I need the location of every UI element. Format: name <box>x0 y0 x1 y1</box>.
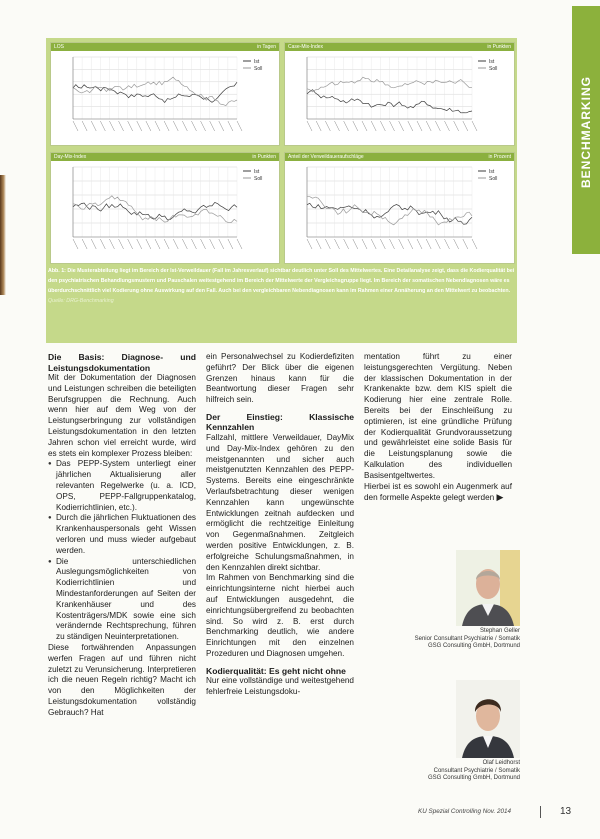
paragraph: mentation führt zu einer leistungsgerechten Vergütung. Neben der klassischen Dokumentation in der Krankenakte bzw. dem KIS spielt die Kodierung hier eine zentrale Rolle. Bereits bei der Einschleißung zu optimieren, ist eine gründliche Prüfung der Kodierqualität Grundvoraussetzung und gewährleistet eine solide Basis für die Leistungsplanung sowie die Kalkulation des individuellen Basisentgeltwertes. <box>364 352 512 480</box>
x-tick-mark <box>109 239 114 249</box>
person-portrait-icon <box>456 680 520 758</box>
x-tick-mark <box>371 121 376 131</box>
x-tick-mark <box>191 239 196 249</box>
legend-label: Ist <box>254 169 260 175</box>
x-tick-mark <box>201 239 206 249</box>
legend-label: Soll <box>254 176 263 182</box>
x-tick-mark <box>73 121 78 131</box>
caption-source: Quelle: DRG-Benchmarking <box>48 298 114 304</box>
x-tick-mark <box>316 239 321 249</box>
x-tick-mark <box>445 239 450 249</box>
x-tick-mark <box>173 121 178 131</box>
x-tick-mark <box>137 239 142 249</box>
x-tick-mark <box>82 239 87 249</box>
x-tick-mark <box>137 121 142 131</box>
chart-title: Case-Mix-Index <box>288 44 324 50</box>
x-tick-mark <box>210 239 215 249</box>
author-name: Olaf Leidhorst <box>482 760 520 766</box>
x-tick-mark <box>119 121 124 131</box>
caption-text: Abb. 1: Die Musterabteilung liegt im Bereich der Ist-Verweildauer (Fall im Jahresverlauf) sichtbar deutlich unter Soll des Mittelwertes. Eine Detailanalyse zeigt, dass die Kodierqualität bei den psychiatrischen Behandlungsmustern und Pauschalen weitestgehend im Bereich der Mittelwerte der Vergleichsgruppe liegt. Im Bereich der somatischen Nebendiagnosen wäre es überdurchschnittlich viel Kodierung ohne Auswirkung auf den Fall. Auch bei den vergleichbaren Nebendiagnosen kann im Rahmen einer Annäherung an den Mittelwert zu beobachten. <box>48 268 515 294</box>
x-tick-mark <box>73 239 78 249</box>
chart-panel-header <box>51 43 279 51</box>
x-tick-mark <box>325 239 330 249</box>
text-column-2 <box>206 352 354 698</box>
x-tick-mark <box>417 121 422 131</box>
x-tick-mark <box>128 239 133 249</box>
page-number: 13 <box>560 806 572 817</box>
x-tick-mark <box>237 239 242 249</box>
x-tick-mark <box>390 121 395 131</box>
legend-label: Soll <box>254 66 263 72</box>
x-tick-mark <box>463 239 468 249</box>
x-tick-mark <box>182 239 187 249</box>
x-tick-mark <box>155 239 160 249</box>
legend-label: Ist <box>489 59 495 65</box>
section-heading: Die Basis: Diagnose- und Leistungsdokumentation <box>48 352 196 373</box>
x-tick-mark <box>100 239 105 249</box>
chart-unit: in Punkten <box>487 44 511 50</box>
x-tick-mark <box>454 121 459 131</box>
chart-panel-header <box>51 153 279 161</box>
section-heading: Der Einstieg: Klassische Kennzahlen <box>206 411 354 433</box>
paragraph: Nur eine vollständige und weitestgehend fehlerfreie Leistungsdoku- <box>206 676 354 697</box>
x-tick-mark <box>191 121 196 131</box>
chart-panel-header <box>285 43 514 51</box>
x-tick-mark <box>210 121 215 131</box>
section-heading: Kodierqualität: Es geht nicht ohne <box>206 665 346 676</box>
x-tick-mark <box>335 121 340 131</box>
x-tick-mark <box>237 121 242 131</box>
author-name: Stephan Geller <box>479 628 520 634</box>
list-item: ● Das PEPP-System unterliegt einer jährlichen Aktualisierung aller relevanten Regelwerke (u. a. ICD, OPS, PEPP-Fallgruppenkatalog, Kodierrichtlinien, etc.). <box>48 459 196 513</box>
x-tick-mark <box>146 239 151 249</box>
x-tick-mark <box>435 239 440 249</box>
figure-caption <box>48 266 515 306</box>
chart-panel-day-mix-index <box>50 152 280 264</box>
x-tick-mark <box>371 239 376 249</box>
paragraph: Mit der Dokumentation der Diagnosen und Leistungen schreiben die beteiligten Berufsgruppen die Rechnung. Auch wenn hier auf dem Weg von der Leistungserbringung zur vollständigen Leistungsdokumentation in den letzten Jahren schon viel erreicht wurde, wird es stets ein komplexer Prozess bleiben: <box>48 373 196 458</box>
x-tick-mark <box>463 121 468 131</box>
x-tick-mark <box>146 121 151 131</box>
x-tick-mark <box>91 121 96 131</box>
x-tick-mark <box>426 239 431 249</box>
x-tick-mark <box>426 121 431 131</box>
bullet-list <box>48 459 196 643</box>
paragraph <box>364 482 512 505</box>
x-tick-mark <box>408 121 413 131</box>
x-tick-mark <box>228 239 233 249</box>
list-item: ● Die unterschiedlichen Auslegungsmöglichkeiten von Kodierrichtlinien und Mindestanforderungen auf Seiten der Krankenhäuser und des Kostenträgers/MDK sowie eine sich verändernde Rechtsprechung, führen zu ständigen Neuinterpretationen. <box>48 557 196 643</box>
x-tick-mark <box>417 239 422 249</box>
x-tick-mark <box>454 239 459 249</box>
x-tick-mark <box>362 239 367 249</box>
x-tick-mark <box>472 121 477 131</box>
x-tick-mark <box>390 239 395 249</box>
paragraph: Im Rahmen von Benchmarking sind die einrichtungsinterne nicht hierbei auch auf Entwicklungen ausgedehnt, die einrichtungsübergreifend zu beobachten sind. So wird z. B. erst durch Benchmarking deutlich, wie andere Einrichtungen mit den einzelnen Prozeduren und Diagnosen umgehen. <box>206 573 354 658</box>
x-tick-mark <box>325 121 330 131</box>
x-tick-mark <box>228 121 233 131</box>
x-tick-mark <box>445 121 450 131</box>
chart-title: Day-Mix-Index <box>54 154 87 160</box>
legend-label: Soll <box>489 176 498 182</box>
chart-title: LOS <box>54 44 65 50</box>
author-company: GSG Consulting GmbH, Dortmund <box>427 775 520 782</box>
author-role: Senior Consultant Psychiatrie / Somatik <box>414 635 520 642</box>
x-tick-mark <box>344 239 349 249</box>
chart-panel-header <box>285 153 514 161</box>
continue-arrow-icon: ▶ <box>496 492 504 503</box>
author-photo <box>456 680 520 758</box>
paragraph: Diese fortwährenden Anpassungen werfen Fragen auf und führen nicht zuletzt zu Verunsicherung. Interpretieren ich die neuen Regeln richtig? Macht ich von den Möglichkeiten der Leistungsdokumentation vollständig Gebrauch? Hat <box>48 642 196 717</box>
x-tick-mark <box>219 121 224 131</box>
legend-label: Ist <box>254 59 260 65</box>
x-tick-mark <box>201 121 206 131</box>
x-tick-mark <box>307 239 312 249</box>
chart-panel-los <box>50 42 280 146</box>
text-column-3 <box>364 352 512 504</box>
paragraph: ein Personalwechsel zu Kodierdefiziten geführt? Der Blick über die eigenen Grenzen hinaus kann für die Beantwortung dieser Fragen sehr hilfreich sein. <box>206 352 354 405</box>
x-tick-mark <box>435 121 440 131</box>
chart-unit: in Punkten <box>252 154 276 160</box>
line-chart <box>51 161 279 263</box>
line-chart <box>285 51 514 145</box>
x-tick-mark <box>307 121 312 131</box>
line-chart <box>285 161 514 263</box>
x-tick-mark <box>82 121 87 131</box>
chart-unit: in Tagen <box>257 44 276 50</box>
x-tick-mark <box>472 239 477 249</box>
x-tick-mark <box>164 121 169 131</box>
running-footer: KU Spezial Controlling Nov. 2014 <box>418 808 511 815</box>
spine-shadow <box>0 175 6 295</box>
x-tick-mark <box>344 121 349 131</box>
x-tick-mark <box>128 121 133 131</box>
author-company: GSG Consulting GmbH, Dortmund <box>427 643 520 650</box>
legend-label: Ist <box>489 169 495 175</box>
figure-benchmark-charts <box>46 38 517 343</box>
x-tick-mark <box>408 239 413 249</box>
x-tick-mark <box>399 121 404 131</box>
line-chart <box>51 51 279 145</box>
section-tab <box>572 6 600 254</box>
x-tick-mark <box>100 121 105 131</box>
x-tick-mark <box>380 121 385 131</box>
chart-unit: in Prozent <box>488 154 511 160</box>
x-tick-mark <box>335 239 340 249</box>
footer-divider <box>540 806 541 818</box>
x-tick-mark <box>219 239 224 249</box>
x-tick-mark <box>173 239 178 249</box>
list-item: ● Durch die jährlichen Fluktuationen des Krankenhauspersonals geht Wissen verloren und muss wieder aufgebaut werden. <box>48 513 196 556</box>
section-tab-label: BENCHMARKING <box>579 76 593 188</box>
person-portrait-icon <box>456 550 520 626</box>
x-tick-mark <box>316 121 321 131</box>
author-photo <box>456 550 520 626</box>
x-tick-mark <box>182 121 187 131</box>
legend-label: Soll <box>489 66 498 72</box>
x-tick-mark <box>119 239 124 249</box>
chart-title: Anteil der Verweildaueraufschläge <box>288 154 364 160</box>
chart-panel-case-mix-index <box>284 42 515 146</box>
x-tick-mark <box>109 121 114 131</box>
x-tick-mark <box>380 239 385 249</box>
x-tick-mark <box>91 239 96 249</box>
author-role: Consultant Psychiatrie / Somatik <box>433 767 520 774</box>
x-tick-mark <box>362 121 367 131</box>
paragraph-text: Hierbei ist es sowohl ein Augenmerk auf den formelle Aspekte gelegt werden <box>364 481 512 503</box>
x-tick-mark <box>399 239 404 249</box>
x-tick-mark <box>164 239 169 249</box>
x-tick-mark <box>353 239 358 249</box>
chart-panel-verweildaueraufschlaege <box>284 152 515 264</box>
paragraph: Fallzahl, mittlere Verweildauer, DayMix und Day-Mix-Index gehören zu den meistgenannten und sicher auch meistgenutzten Kennzahlen des PEPP-Systems. Bereits eine eingeschränkte Verlaufsbetrachtung dieser wenigen Kennzahlen kann ungewünschte Entwicklungen zeitnah aufdecken und ermöglicht die rechtzeitige Einleitung von Gegenmaßnahmen. Zeitgleich werden positive Entwicklungen, z. B. erfolgreiche Schulungsmaßnahmen, in den Kennzahlen direkt sichtbar. <box>206 432 354 572</box>
x-tick-mark <box>353 121 358 131</box>
author-caption <box>360 760 520 783</box>
text-column-1 <box>48 352 196 719</box>
x-tick-mark <box>155 121 160 131</box>
author-caption <box>360 628 520 651</box>
